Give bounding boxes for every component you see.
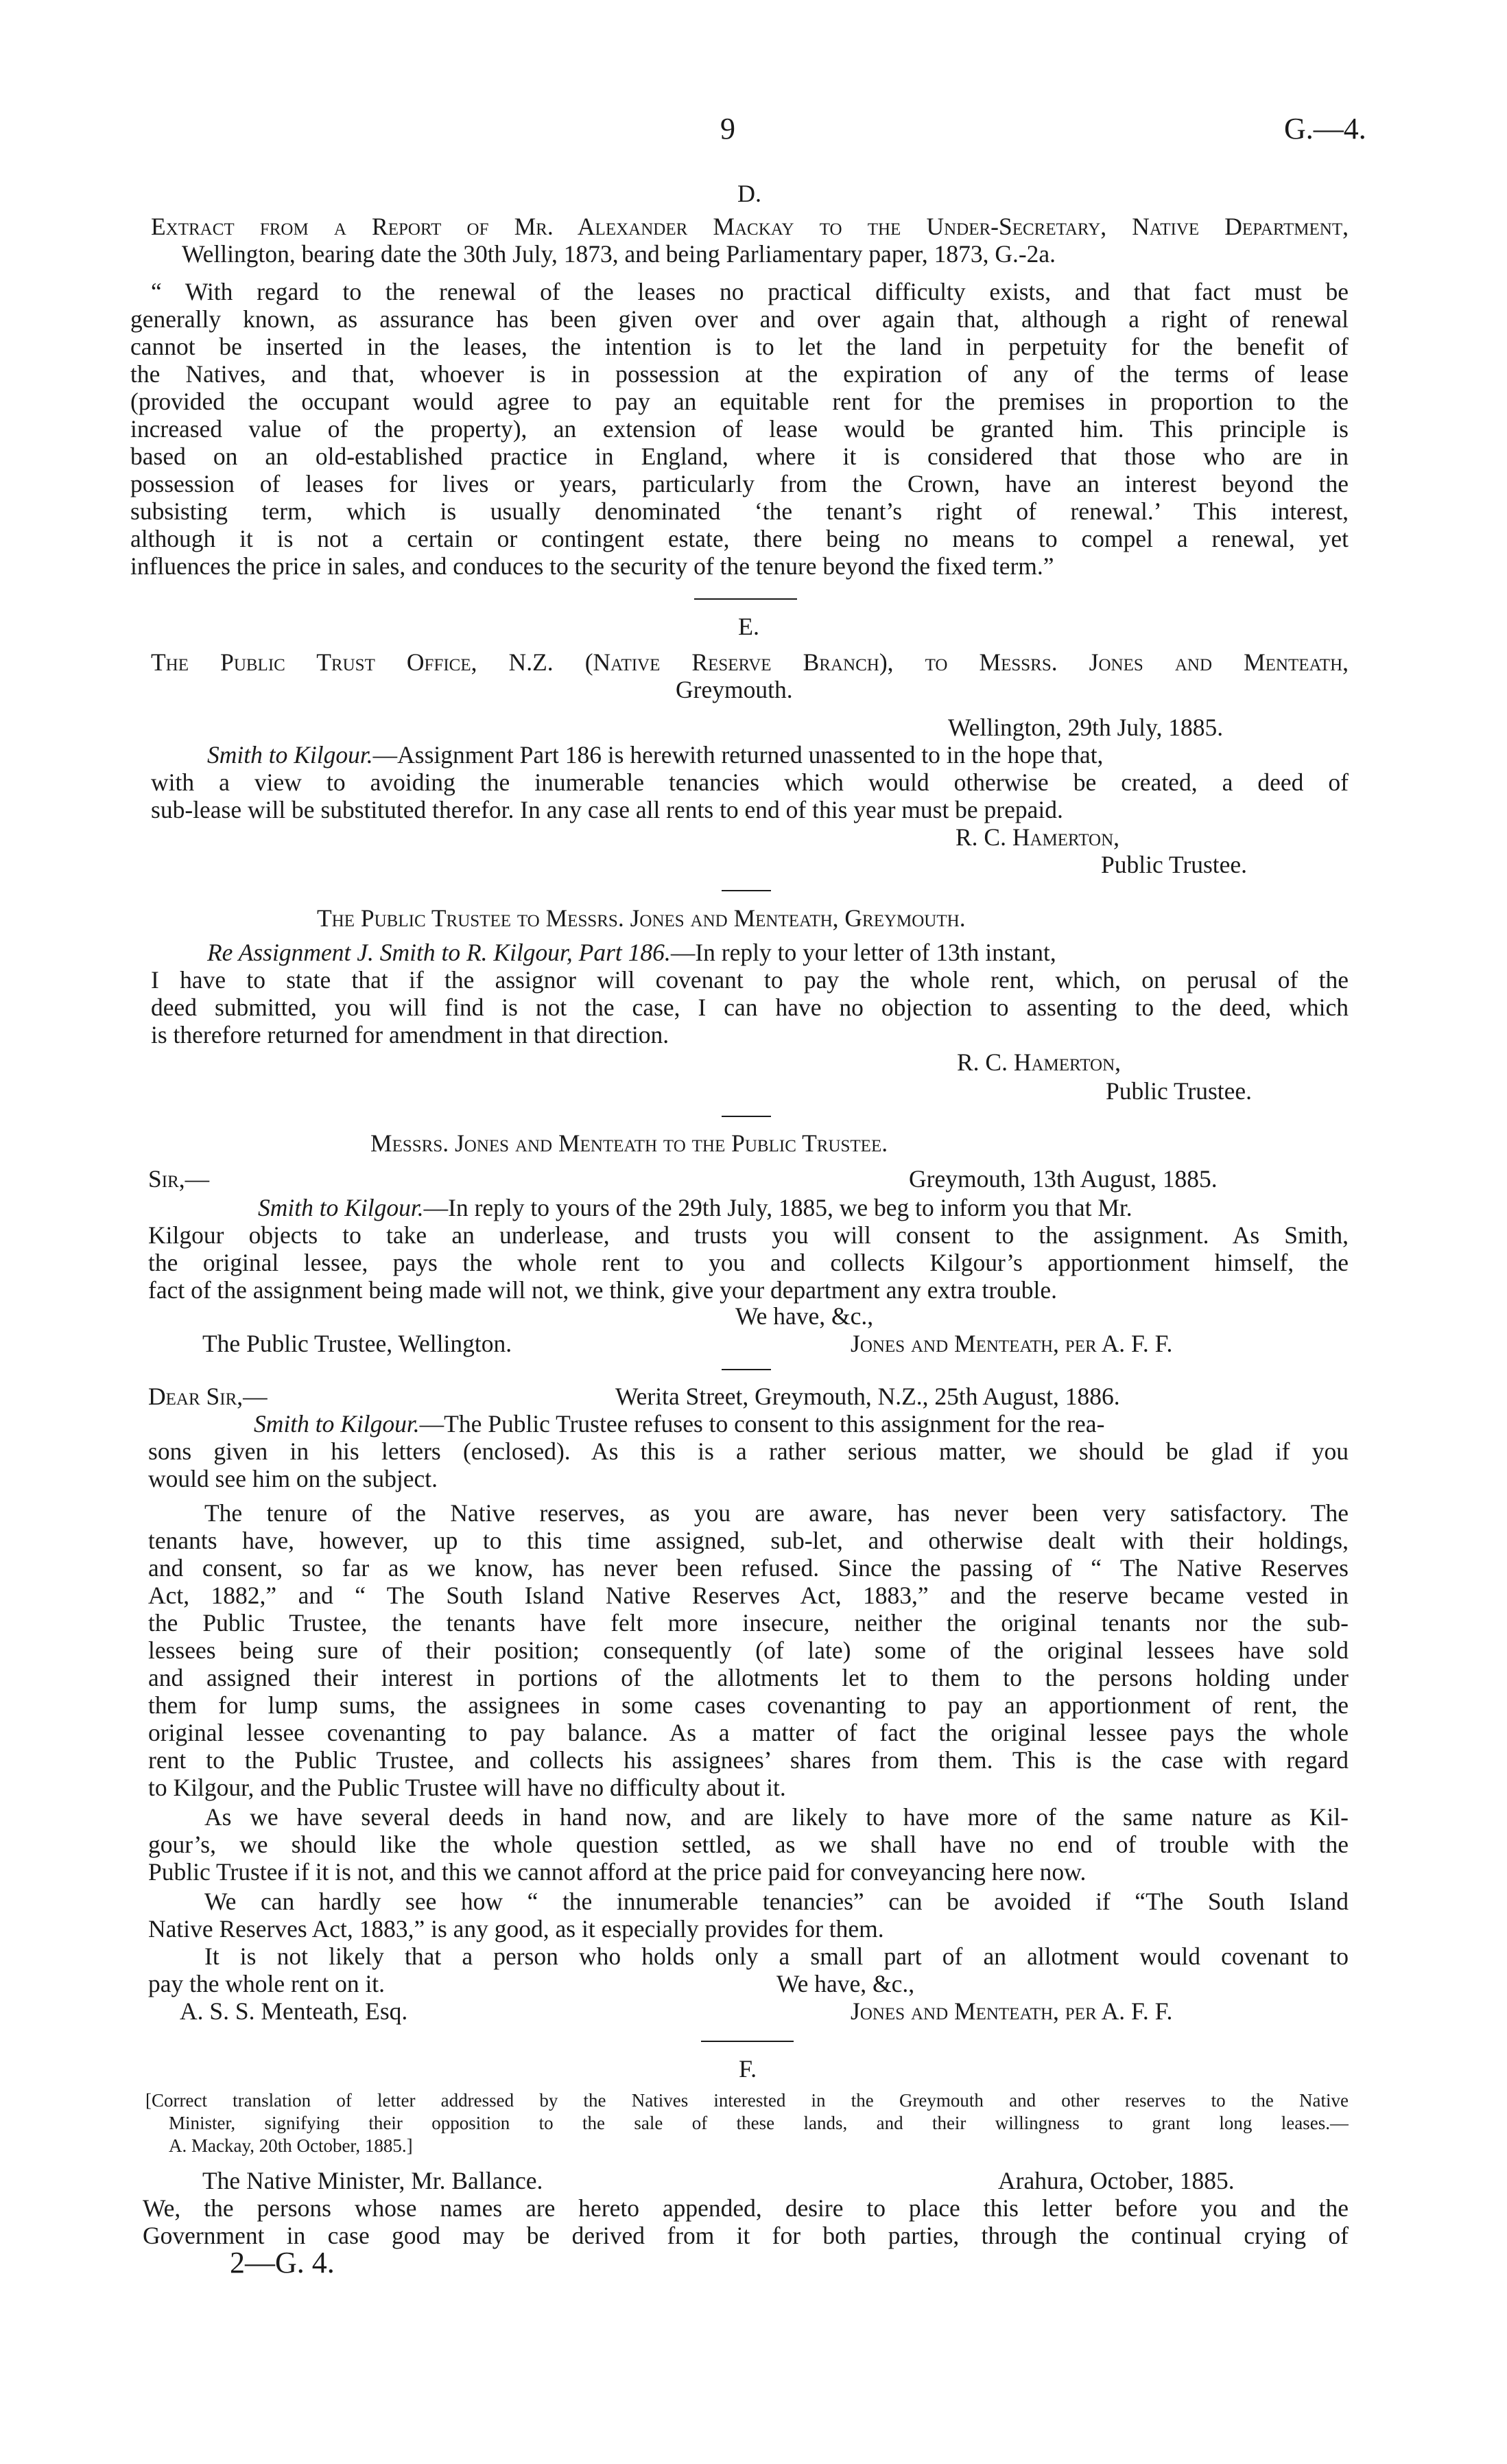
divider — [722, 1116, 771, 1117]
signature-name: R. C. Hamerton, — [957, 1048, 1122, 1076]
letter-body-line: deed submitted, you will find is not the case, I can have no objection to assenting to the deed, which — [151, 994, 1349, 1021]
letter-body-line: sons given in his letters (enclosed). As this is a rather serious matter, we should be glad if you — [148, 1438, 1349, 1465]
letter-body-line: —Assignment Part 186 is herewith returned unassented to in the hope that, — [372, 741, 1104, 768]
letter-body-line: It is not likely that a person who holds only a small part of an allotment would covenant to — [204, 1943, 1349, 1970]
section-d-body-line-last: influences the price in sales, and conduces to the security of the tenure beyond the fixed term.” — [130, 552, 1054, 580]
divider — [694, 598, 797, 600]
document-reference: G.—4. — [1284, 112, 1366, 145]
divider — [722, 1369, 771, 1370]
signature-title: Public Trustee. — [1101, 851, 1248, 878]
letter-title: Messrs. Jones and Menteath to the Public Trustee. — [370, 1129, 888, 1157]
letter-reference: Smith to Kilgour. — [207, 741, 373, 768]
letter-body-line: The tenure of the Native reserves, as you are aware, has never been very satisfactory. The — [204, 1499, 1349, 1527]
letter-body-line: —The Public Trustee refuses to consent to this assignment for the rea- — [419, 1410, 1105, 1438]
section-letter-e: E. — [738, 613, 759, 640]
letter-signature: Jones and Menteath, per A. F. F. — [851, 1330, 1173, 1357]
section-letter-d: D. — [737, 180, 761, 207]
salutation: Dear Sir,— — [148, 1383, 268, 1410]
letter-addressee: The Public Trustee, Wellington. — [202, 1330, 512, 1357]
letter-body-line: We, the persons whose names are hereto appended, desire to place this letter before you and the — [143, 2194, 1349, 2222]
salutation: Sir,— — [148, 1165, 210, 1193]
section-e-title-line1: The Public Trust Office, N.Z. (Native Reserve Branch), to Messrs. Jones and Menteath, — [151, 648, 1349, 676]
section-d-body-line: (provided the occupant would agree to pay an equitable rent for the premises in proportion to the — [130, 388, 1349, 415]
letter-date: Werita Street, Greymouth, N.Z., 25th August, 1886. — [615, 1383, 1120, 1410]
translation-note-line: Minister, signifying their opposition to the sale of these lands, and their willingness to grant long leases.— — [169, 2113, 1349, 2133]
section-d-body-line: subsisting term, which is usually denominated ‘the tenant’s right of renewal.’ This interest, — [130, 497, 1349, 525]
section-d-body-line: possession of leases for lives or years, particularly from the Crown, have an interest beyond the — [130, 470, 1349, 497]
letter-body-line: As we have several deeds in hand now, and are likely to have more of the same nature as Kil- — [204, 1803, 1349, 1831]
signature-title: Public Trustee. — [1106, 1077, 1253, 1105]
translation-note-line: A. Mackay, 20th October, 1885.] — [169, 2135, 413, 2156]
letter-body-line: would see him on the subject. — [148, 1465, 438, 1492]
section-d-body-line: although it is not a certain or contingent estate, there being no means to compel a renewal, yet — [130, 525, 1349, 552]
letter-body-line: the Public Trustee, the tenants have felt more insecure, neither the original tenants nor the sub- — [148, 1609, 1349, 1636]
letter-body-line: them for lump sums, the assignees in some cases covenanting to pay an apportionment of rent, the — [148, 1691, 1349, 1719]
letter-body-line: rent to the Public Trustee, and collects his assignees’ shares from them. This is the case with regard — [148, 1746, 1349, 1774]
letter-body-line: gour’s, we should like the whole question settled, as we shall have no end of trouble with the — [148, 1831, 1349, 1858]
letter-body-line: Act, 1882,” and “ The South Island Native Reserves Act, 1883,” and the reserve became vested in — [148, 1582, 1349, 1609]
section-d-body-line: based on an old-established practice in England, where it is considered that those who are in — [130, 443, 1349, 470]
letter-reference: Re Assignment J. Smith to R. Kilgour, Part 186. — [207, 939, 671, 966]
page-number: 9 — [720, 112, 735, 145]
letter-body-line: with a view to avoiding the inumerable tenancies which would otherwise be created, a deed of — [151, 768, 1349, 796]
letter-date: Greymouth, 13th August, 1885. — [909, 1165, 1218, 1193]
section-d-body-line: increased value of the property), an extension of lease would be granted him. This principle is — [130, 415, 1349, 443]
letter-body-line: Government in case good may be derived from it for both parties, through the continual crying of — [143, 2222, 1349, 2249]
letter-body-line: Kilgour objects to take an underlease, and trusts you will consent to the assignment. As Smith, — [148, 1221, 1349, 1249]
letter-body-line: —In reply to yours of the 29th July, 1885, we beg to inform you that Mr. — [423, 1194, 1132, 1221]
section-d-body-line: generally known, as assurance has been given over and over again that, although a right of renewal — [130, 305, 1349, 333]
letter-addressee: A. S. S. Menteath, Esq. — [180, 1997, 408, 2025]
letter-date: Arahura, October, 1885. — [998, 2167, 1235, 2194]
letter-body-line: sub-lease will be substituted therefor. In any case all rents to end of this year must be prepaid. — [151, 796, 1063, 823]
letter-body-line: I have to state that if the assignor will covenant to pay the whole rent, which, on perusal of the — [151, 966, 1349, 994]
letter-body-line: is therefore returned for amendment in that direction. — [151, 1021, 669, 1048]
letter-body-line: to Kilgour, and the Public Trustee will have no difficulty about it. — [148, 1774, 786, 1801]
section-letter-f: F. — [739, 2055, 757, 2082]
section-d-body-line: “ With regard to the renewal of the leases no practical difficulty exists, and that fact must be — [151, 278, 1349, 305]
letter-body-line: the original lessee, pays the whole rent to you and collects Kilgour’s apportionment himself, the — [148, 1249, 1349, 1276]
letter-signature: Jones and Menteath, per A. F. F. — [851, 1997, 1173, 2025]
letter-closing: We have, &c., — [735, 1302, 874, 1330]
letter-body-line: and assigned their interest in portions of the allotments let to them to the persons holding under — [148, 1664, 1349, 1691]
divider — [701, 2041, 794, 2042]
letter-body-line: We can hardly see how “ the innumerable tenancies” can be avoided if “The South Island — [204, 1888, 1349, 1915]
section-d-body-line: cannot be inserted in the leases, the intention is to let the land in perpetuity for the benefit of — [130, 333, 1349, 360]
letter-body-line: pay the whole rent on it. — [148, 1970, 385, 1997]
letter-closing: We have, &c., — [776, 1970, 915, 1997]
letter-date: Wellington, 29th July, 1885. — [948, 714, 1224, 741]
translation-note-line: [Correct translation of letter addressed by the Natives interested in the Greymouth and other reserves to the Native — [145, 2090, 1349, 2111]
letter-body-line: Native Reserves Act, 1883,” is any good, as it especially provides for them. — [148, 1915, 884, 1943]
section-e-title-line2: Greymouth. — [676, 676, 793, 703]
section-d-body-line: the Natives, and that, whoever is in possession at the expiration of any of the terms of lease — [130, 360, 1349, 388]
signature-name: R. C. Hamerton, — [956, 823, 1120, 851]
letter-reference: Smith to Kilgour. — [254, 1410, 420, 1438]
letter-body-line: Public Trustee if it is not, and this we cannot afford at the price paid for conveyancing here now. — [148, 1858, 1087, 1886]
letter-title: The Public Trustee to Messrs. Jones and Menteath, Greymouth. — [317, 904, 966, 932]
printer-signature-mark: 2—G. 4. — [230, 2246, 335, 2279]
letter-reference: Smith to Kilgour. — [258, 1194, 424, 1221]
section-d-title-line2: Wellington, bearing date the 30th July, 1873, and being Parliamentary paper, 1873, G.-2a. — [182, 240, 1056, 268]
letter-body-line: tenants have, however, up to this time assigned, sub-let, and otherwise dealt with their holdings, — [148, 1527, 1349, 1554]
letter-body-line: fact of the assignment being made will not, we think, give your department any extra trouble. — [148, 1276, 1057, 1304]
letter-body-line: lessees being sure of their position; consequently (of late) some of the original lessees have sold — [148, 1636, 1349, 1664]
letter-body-line: —In reply to your letter of 13th instant, — [670, 939, 1056, 966]
letter-body-line: and consent, so far as we know, has never been refused. Since the passing of “ The Native Reserves — [148, 1554, 1349, 1582]
section-d-title-line1: Extract from a Report of Mr. Alexander Mackay to the Under-Secretary, Native Department, — [151, 213, 1349, 240]
letter-body-line: original lessee covenanting to pay balance. As a matter of fact the original lessee pays the whole — [148, 1719, 1349, 1746]
divider — [722, 890, 771, 891]
letter-addressee: The Native Minister, Mr. Ballance. — [202, 2167, 543, 2194]
